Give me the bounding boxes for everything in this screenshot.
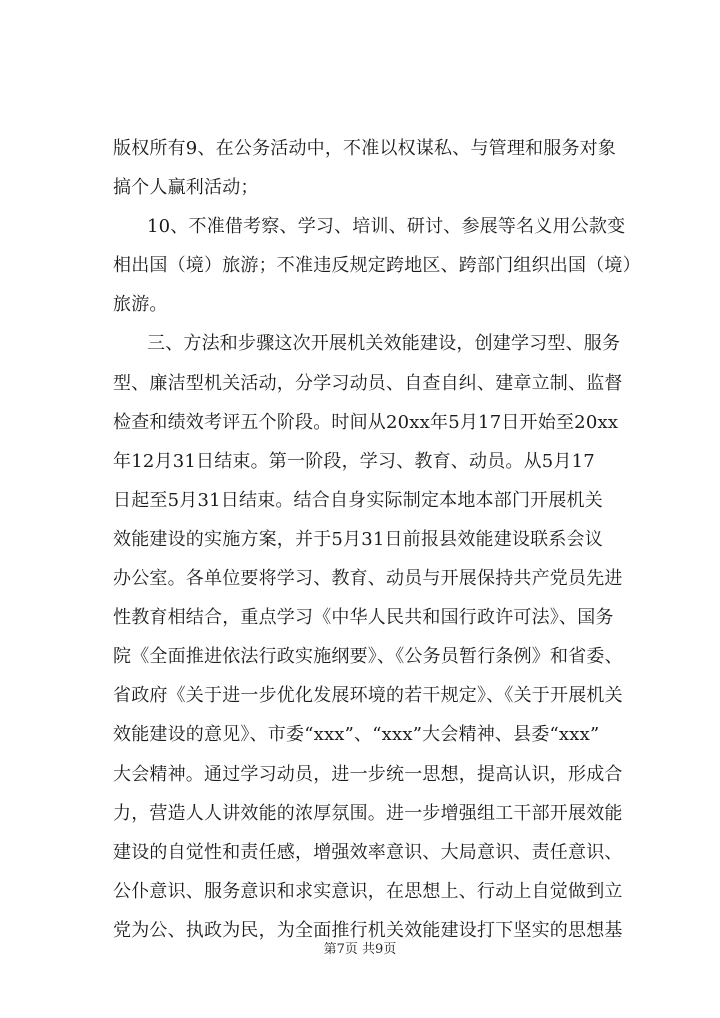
text-line: 年12月31日结束。第一阶段，学习、教育、动员。从5月17 — [113, 450, 595, 472]
page-number-footer: 第7页 共9页 — [323, 942, 397, 957]
text-line: 力，营造人人讲效能的浓厚氛围。进一步增强组工干部开展效能 — [113, 802, 623, 824]
text-line: 公仆意识、服务意识和求实意识，在思想上、行动上自觉做到立 — [113, 880, 623, 902]
text-line: 效能建设的意见》、市委“xxx”、“xxx”大会精神、县委“xxx” — [113, 724, 600, 746]
text-line: 建设的自觉性和责任感，增强效率意识、大局意识、责任意识、 — [113, 841, 623, 863]
text-line: 大会精神。通过学习动员，进一步统一思想，提高认识，形成合 — [113, 763, 623, 785]
text-line: 三、方法和步骤这次开展机关效能建设，创建学习型、服务 — [147, 333, 621, 355]
text-line: 效能建设的实施方案，并于5月31日前报县效能建设联系会议 — [113, 528, 603, 550]
text-line: 院《全面推进依法行政实施纲要》、《公务员暂行条例》和省委、 — [113, 646, 623, 668]
text-line: 办公室。各单位要将学习、教育、动员与开展保持共产党员先进 — [113, 568, 623, 590]
text-line: 搞个人赢利活动； — [113, 177, 259, 199]
text-line: 型、廉洁型机关活动，分学习动员、自查自纠、建章立制、监督 — [113, 372, 623, 394]
text-line: 党为公、执政为民，为全面推行机关效能建设打下坚实的思想基 — [113, 919, 623, 941]
text-line: 旅游。 — [113, 294, 168, 316]
text-line: 10、不准借考察、学习、培训、研讨、参展等名义用公款变 — [147, 216, 626, 238]
text-line: 相出国（境）旅游；不准违反规定跨地区、跨部门组织出国（境） — [113, 255, 641, 277]
text-line: 检查和绩效考评五个阶段。时间从20xx年5月17日开始至20xx — [113, 411, 619, 433]
text-line: 性教育相结合，重点学习《中华人民共和国行政许可法》、国务 — [113, 607, 614, 629]
text-line: 版权所有9、在公务活动中，不准以权谋私、与管理和服务对象 — [113, 138, 617, 159]
text-line: 日起至5月31日结束。结合自身实际制定本地本部门开展机关 — [113, 489, 603, 511]
text-line: 省政府《关于进一步优化发展环境的若干规定》、《关于开展机关 — [113, 685, 623, 707]
document-body — [113, 129, 641, 950]
